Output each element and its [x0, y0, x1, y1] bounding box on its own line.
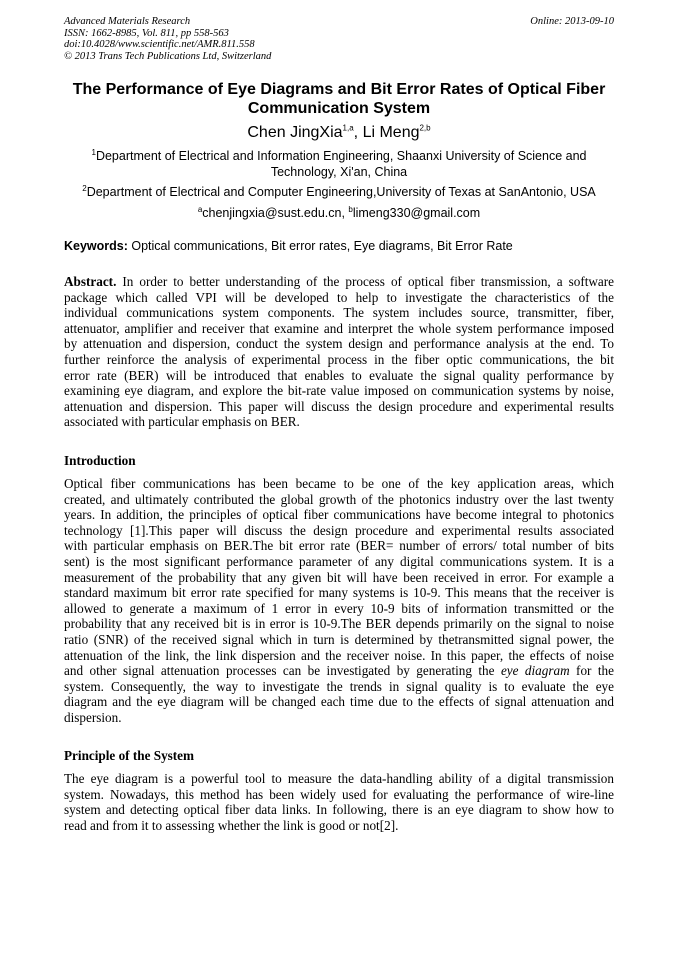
text-segment: read and from it to assessing whether the link is good or not[2].: [64, 817, 399, 833]
text-line: [64, 368, 614, 384]
text-segment: created, and ultimately contributed the global growth of the photonics industry over the last twenty: [64, 491, 614, 507]
principle-paragraph: [64, 771, 614, 833]
text-segment: standard maximum bit error rate specified for many systems is 10-9. This means that the receiver is: [64, 585, 614, 601]
keywords-text: Optical communications, Bit error rates, Eye diagrams, Bit Error Rate: [127, 239, 513, 253]
text-line: [64, 570, 614, 586]
title-line: Communication System: [247, 99, 431, 117]
introduction-paragraph: [64, 476, 614, 726]
text-line: [64, 399, 614, 415]
text-line: [64, 305, 614, 321]
email-sup: b: [348, 204, 353, 214]
online-date: Online: 2013-09-10: [530, 16, 614, 27]
text-segment: attenuation of the link, the link dispersion and the receiver noise. In this paper, the effects of noise: [64, 647, 614, 663]
text-segment: In order to better understanding of the process of optical fiber transmission, a software: [116, 274, 614, 289]
author-name: Chen JingXia: [247, 124, 343, 141]
text-segment: individual communications system components. The system includes source, transmitter, fiber,: [64, 305, 614, 321]
text-line: [64, 787, 614, 803]
aff-text: Department of Electrical and Computer Engineering,University of Texas at SanAntonio, USA: [86, 185, 596, 199]
text-segment: system and detecting optical fiber data links. In following, there is an eye diagram to show how to: [64, 802, 614, 818]
keywords-label: Keywords:: [64, 239, 128, 253]
text-line: [64, 336, 614, 352]
title-line: The Performance of Eye Diagrams and Bit Error Rates of Optical Fiber: [72, 81, 606, 98]
email: chenjingxia@sust.edu.cn,: [202, 206, 349, 220]
text-segment: ratio (SNR) of the received signal which in turn is determined by thetransmitted signal power, the: [64, 631, 614, 647]
text-line: [64, 648, 614, 664]
aff-text: Department of Electrical and Information Engineering, Shaanxi University of Science and: [95, 149, 587, 163]
text-line: [64, 507, 614, 523]
text-line: [64, 492, 614, 508]
text-line: [64, 771, 614, 787]
text-segment: probability that any received bit is in error is 10-9.The BER depends primarily on the signal to noise: [64, 616, 614, 632]
authors: [40, 124, 638, 142]
abstract: [64, 274, 614, 430]
text-segment: and other signal attenuation processes can be investigated by generating the: [64, 663, 501, 679]
aff-sup: 2: [82, 183, 87, 193]
text-segment: system. Consequently, the way to investigate the trends in signal quality is to evaluate the eye: [64, 678, 614, 694]
author-name: Li Meng: [362, 124, 420, 141]
text-line: [64, 679, 614, 695]
text-segment: measurement of the probability that any given bit will have been received in error. For example a: [64, 569, 614, 585]
issn: ISSN: 1662-8985, Vol. 811, pp 558-563: [64, 27, 229, 39]
text-segment: Optical fiber communications has been became to be one of the key application areas, which: [64, 476, 614, 491]
text-segment: attenuator, amplifier and receiver that examine and interpret the whole system performance imposed: [64, 320, 614, 336]
section-heading: Introduction: [64, 453, 136, 468]
text-line: [64, 383, 614, 399]
text-segment: with particular emphasis on BER.The bit error rate (BER= number of errors/ total number of bits: [64, 538, 614, 554]
journal-header: [64, 16, 271, 62]
text-segment: error rate (BER) will be introduced that enables to evaluate the signal quality performance by: [64, 367, 614, 383]
aff-text: Technology, Xi'an, China: [270, 164, 408, 179]
text-line: [64, 585, 614, 601]
text-segment: allowed to generate a maximum of 1 error in every 10-9 bits of information transmitted or the: [64, 600, 614, 616]
text-segment: associated with particular emphasis on BER.: [64, 414, 300, 430]
journal-name: Advanced Materials Research: [64, 16, 191, 27]
author-sup: 1,a: [342, 123, 354, 133]
email-sup: a: [197, 204, 203, 214]
copyright: © 2013 Trans Tech Publications Ltd, Switzerland: [64, 50, 272, 62]
text-line: [64, 818, 614, 834]
text-line: [64, 290, 614, 306]
emails: [60, 206, 618, 222]
text-line: [64, 352, 614, 368]
text-segment: by attenuation and dispersion, conduct the system design and performance analysis at the end. To: [64, 336, 614, 352]
author-sup: 2,b: [419, 123, 431, 133]
text-segment: dispersion.: [64, 709, 122, 725]
text-segment: technology [1].This paper will discuss the design procedure and experimental results associated: [64, 522, 614, 538]
text-line: [64, 710, 614, 726]
text-segment: system. Nowadays, this method has been widely used for evaluating the performance of wire-line: [64, 786, 614, 802]
text-line: [64, 414, 614, 430]
text-line: [64, 632, 614, 648]
affiliation-2: [60, 185, 618, 201]
text-segment: sent) is the most significant performance parameter of any digital communications system. It is a: [64, 553, 614, 569]
text-line: [64, 663, 614, 679]
text-line: [64, 802, 614, 818]
text-line: [64, 554, 614, 570]
abstract-label: Abstract.: [64, 274, 117, 289]
text-segment: The eye diagram is a powerful tool to measure the data-handling ability of a digital transmission: [64, 771, 614, 786]
text-segment: package which called VPI will be developed to help to investigate the characteristics of the: [64, 289, 614, 305]
text-line: [64, 321, 614, 337]
text-segment: for the: [569, 663, 614, 679]
aff-sup: 1: [91, 147, 96, 157]
paper-title: [40, 81, 638, 118]
text-line: [64, 694, 614, 710]
text-segment: years. In addition, the principles of optical fiber communications have become integral to photonics: [64, 507, 614, 523]
text-segment: attenuation and dispersion. This paper will discuss the design procedure and experimental results: [64, 398, 614, 414]
text-line: [64, 538, 614, 554]
text-line: [64, 523, 614, 539]
keywords: [64, 239, 513, 253]
text-line: [64, 616, 614, 632]
text-segment: examining eye diagram, and explore the bit-rate value imposed on communication systems by noise,: [64, 383, 614, 399]
text-line: [64, 601, 614, 617]
text-line: [64, 274, 614, 290]
text-segment: diagram and the eye diagram will be changed each time due to the effects of signal attenuation and: [64, 694, 614, 710]
doi: doi:10.4028/www.scientific.net/AMR.811.558: [64, 39, 255, 50]
section-heading: Principle of the System: [64, 748, 195, 763]
author-sep: ,: [353, 124, 363, 141]
emphasis-text: eye diagram: [500, 663, 570, 679]
affiliation-1: [60, 149, 618, 180]
text-line: [64, 476, 614, 492]
email: limeng330@gmail.com: [352, 206, 481, 220]
text-segment: further reinforce the analysis of experimental process in the fiber optic communications, the bit: [64, 351, 614, 367]
